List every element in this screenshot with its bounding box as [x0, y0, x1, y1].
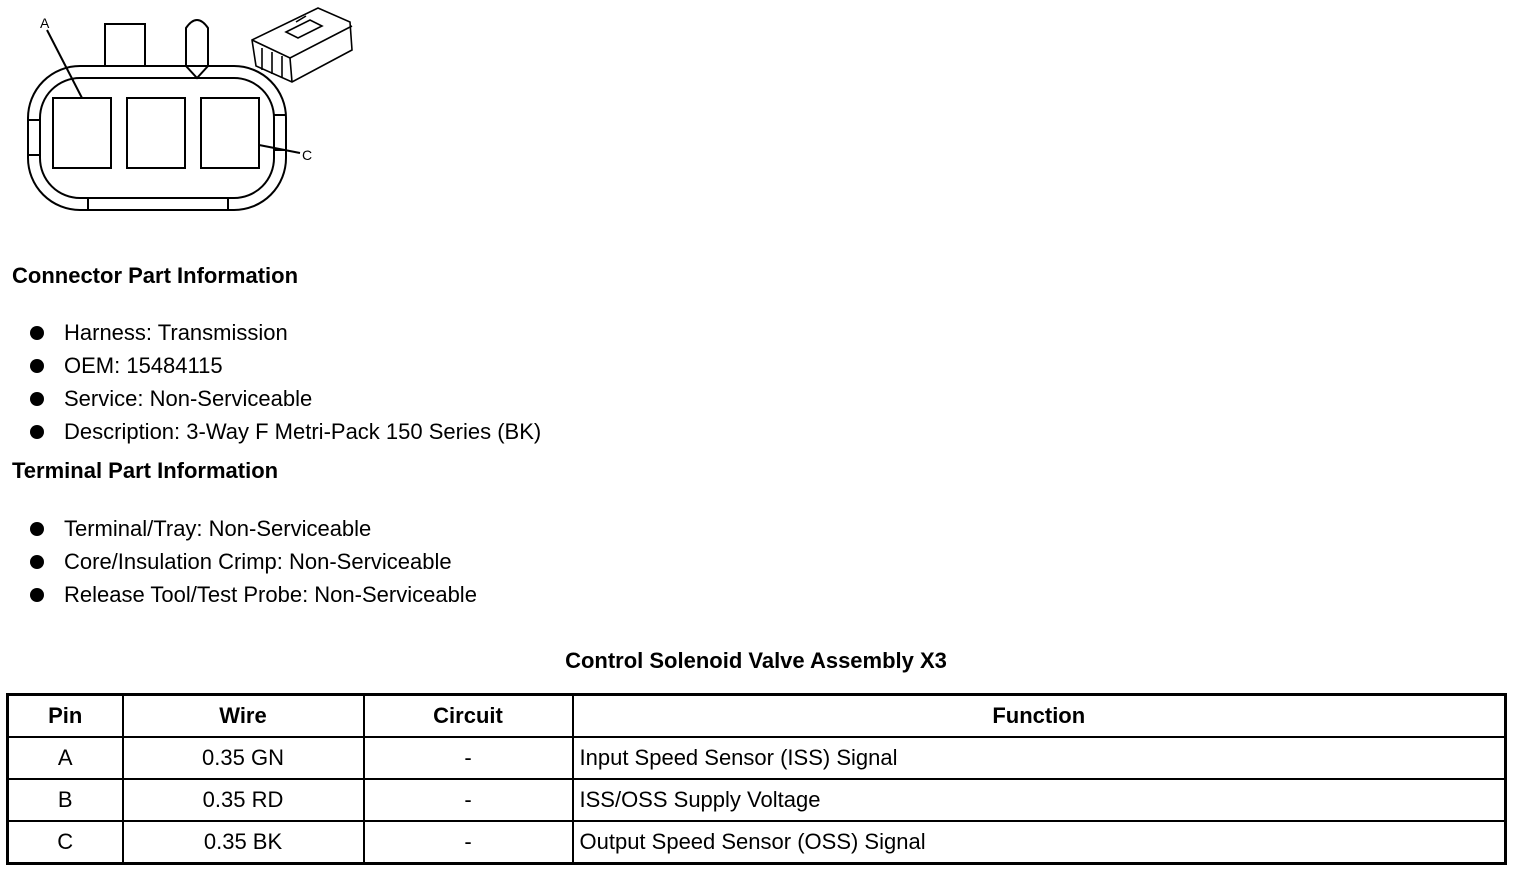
connector-housing-inner	[40, 78, 274, 198]
connector-key	[186, 20, 208, 78]
pin-a-label: A	[40, 15, 50, 31]
cell-wire: 0.35 BK	[123, 821, 364, 864]
header-circuit: Circuit	[364, 695, 573, 738]
connector-latch	[105, 24, 145, 66]
list-item: Core/Insulation Crimp: Non-Serviceable	[28, 545, 477, 578]
cell-pin: A	[8, 737, 123, 779]
cell-circuit: -	[364, 779, 573, 821]
table-row	[8, 821, 1506, 864]
table-header-row	[8, 695, 1506, 738]
header-wire: Wire	[123, 695, 364, 738]
header-pin: Pin	[8, 695, 123, 738]
cavity-b	[127, 98, 185, 168]
bullet-icon	[30, 359, 44, 373]
cell-function: Input Speed Sensor (ISS) Signal	[573, 737, 1506, 779]
list-item: Service: Non-Serviceable	[28, 382, 541, 415]
bullet-icon	[30, 392, 44, 406]
list-item: OEM: 15484115	[28, 349, 541, 382]
bullet-icon	[30, 588, 44, 602]
cell-wire: 0.35 RD	[123, 779, 364, 821]
bullet-icon	[30, 522, 44, 536]
bullet-icon	[30, 555, 44, 569]
connector-housing-outer	[28, 66, 286, 210]
bullet-icon	[30, 425, 44, 439]
list-item: Harness: Transmission	[28, 316, 541, 349]
connector-info-heading: Connector Part Information	[12, 263, 299, 288]
table-row	[8, 779, 1506, 821]
cell-wire: 0.35 GN	[123, 737, 364, 779]
cell-circuit: -	[364, 821, 573, 864]
cell-pin: B	[8, 779, 123, 821]
list-item: Release Tool/Test Probe: Non-Serviceable	[28, 578, 477, 611]
cavity-a	[53, 98, 111, 168]
cell-function: ISS/OSS Supply Voltage	[573, 779, 1506, 821]
pin-table	[6, 693, 1507, 865]
cavity-c	[201, 98, 259, 168]
cell-circuit: -	[364, 737, 573, 779]
connector-diagram	[0, 0, 380, 230]
cell-pin: C	[8, 821, 123, 864]
terminal-info-list	[28, 512, 477, 611]
connector-iso-view	[252, 8, 352, 82]
header-function: Function	[573, 695, 1506, 738]
list-item: Terminal/Tray: Non-Serviceable	[28, 512, 477, 545]
list-item: Description: 3-Way F Metri-Pack 150 Series (BK)	[28, 415, 541, 448]
connector-info-list	[28, 316, 541, 448]
table-title: Control Solenoid Valve Assembly X3	[565, 648, 947, 673]
terminal-info-heading: Terminal Part Information	[12, 458, 279, 483]
table-row	[8, 737, 1506, 779]
pin-c-label: C	[302, 147, 313, 163]
bullet-icon	[30, 326, 44, 340]
cell-function: Output Speed Sensor (OSS) Signal	[573, 821, 1506, 864]
